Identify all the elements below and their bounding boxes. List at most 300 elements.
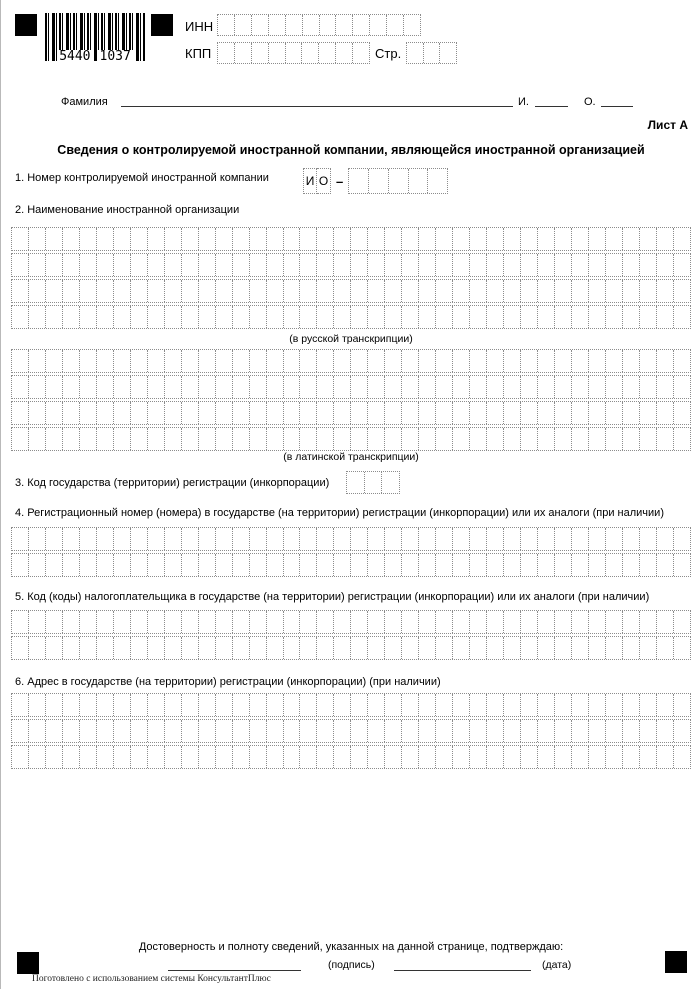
input-cell[interactable] [350,720,367,742]
input-cell[interactable] [249,694,266,716]
input-cell[interactable] [673,254,690,276]
input-cell[interactable] [147,694,164,716]
input-cell[interactable] [537,306,554,328]
input-cell[interactable] [96,428,113,450]
input-cell[interactable] [316,306,333,328]
input-cell[interactable] [656,376,673,398]
input-cell[interactable] [350,637,367,659]
input-cell[interactable] [486,376,503,398]
input-cell[interactable] [181,694,198,716]
input-cell[interactable] [486,528,503,550]
input-cell[interactable] [407,43,423,63]
input-cell[interactable] [266,254,283,276]
input-cell[interactable] [283,376,300,398]
input-cell[interactable] [96,228,113,250]
input-cell[interactable] [96,611,113,633]
grid-row[interactable] [11,427,691,451]
first-initial-line[interactable] [535,106,568,107]
input-cell[interactable] [554,306,571,328]
input-cell[interactable] [469,611,486,633]
input-cell[interactable] [333,306,350,328]
input-cell[interactable] [28,228,45,250]
input-cell[interactable] [299,306,316,328]
grid-row[interactable] [11,279,691,303]
input-cell[interactable] [198,554,215,576]
input-cell[interactable] [181,280,198,302]
input-cell[interactable] [45,694,62,716]
input-cell[interactable] [96,254,113,276]
input-cell[interactable] [12,350,28,372]
input-cell[interactable] [113,694,130,716]
input-cell[interactable] [418,228,435,250]
input-cell[interactable] [164,528,181,550]
input-cell[interactable] [215,402,232,424]
input-cell[interactable] [147,306,164,328]
input-cell[interactable] [96,694,113,716]
input-cell[interactable] [333,280,350,302]
input-cell[interactable] [232,228,249,250]
grid-row[interactable] [11,305,691,329]
input-cell[interactable] [28,376,45,398]
input-cell[interactable] [283,428,300,450]
input-cell[interactable] [367,746,384,768]
input-cell[interactable] [605,376,622,398]
input-cell[interactable] [12,254,28,276]
input-cell[interactable] [673,694,690,716]
date-line[interactable] [394,970,531,971]
input-cell[interactable] [367,376,384,398]
input-cell[interactable] [12,228,28,250]
input-cell[interactable] [347,472,364,493]
input-cell[interactable] [554,228,571,250]
input-cell[interactable] [435,554,452,576]
input-cell[interactable] [571,611,588,633]
input-cell[interactable] [639,402,656,424]
signature-line[interactable] [168,970,301,971]
input-cell[interactable] [537,611,554,633]
input-cell[interactable] [249,306,266,328]
input-cell[interactable] [418,280,435,302]
input-cell[interactable] [96,402,113,424]
input-cell[interactable] [418,254,435,276]
input-cell[interactable] [147,350,164,372]
input-cell[interactable] [299,528,316,550]
input-cell[interactable] [571,350,588,372]
input-cell[interactable] [12,306,28,328]
input-cell[interactable] [349,169,368,193]
registration-number-grid[interactable] [11,527,691,579]
input-cell[interactable] [12,528,28,550]
input-cell[interactable] [45,228,62,250]
input-cell[interactable] [520,554,537,576]
input-cell[interactable] [62,350,79,372]
input-cell[interactable] [147,611,164,633]
input-cell[interactable] [435,280,452,302]
input-cell[interactable] [656,280,673,302]
grid-row[interactable] [11,719,691,743]
input-cell[interactable] [486,228,503,250]
input-cell[interactable] [537,254,554,276]
input-cell[interactable] [418,350,435,372]
input-cell[interactable] [605,428,622,450]
input-cell[interactable] [266,528,283,550]
input-cell[interactable] [639,228,656,250]
input-cell[interactable] [384,528,401,550]
input-cell[interactable] [401,554,418,576]
input-cell[interactable] [673,720,690,742]
input-cell[interactable] [62,428,79,450]
input-cell[interactable] [503,376,520,398]
input-cell[interactable] [401,254,418,276]
input-cell[interactable] [218,15,234,35]
input-cell[interactable] [605,694,622,716]
input-cell[interactable] [113,428,130,450]
input-cell[interactable] [486,720,503,742]
input-cell[interactable] [96,376,113,398]
input-cell[interactable] [318,43,335,63]
input-cell[interactable] [164,254,181,276]
grid-row[interactable] [11,610,691,634]
input-cell[interactable] [673,528,690,550]
input-cell[interactable] [218,43,234,63]
input-cell[interactable] [435,694,452,716]
input-cell[interactable] [554,720,571,742]
input-cell[interactable] [147,746,164,768]
input-cell[interactable] [673,746,690,768]
input-cell[interactable] [520,528,537,550]
input-cell[interactable] [571,376,588,398]
input-cell[interactable] [215,611,232,633]
taxpayer-code-grid[interactable] [11,610,691,662]
input-cell[interactable] [520,376,537,398]
input-cell[interactable] [62,554,79,576]
input-cell[interactable] [333,228,350,250]
input-cell[interactable] [266,746,283,768]
input-cell[interactable] [452,306,469,328]
input-cell[interactable] [333,376,350,398]
input-cell[interactable] [62,306,79,328]
input-cell[interactable] [381,472,399,493]
input-cell[interactable] [452,254,469,276]
input-cell[interactable] [418,428,435,450]
input-cell[interactable] [232,376,249,398]
input-cell[interactable] [333,694,350,716]
input-cell[interactable] [283,254,300,276]
input-cell[interactable] [656,720,673,742]
input-cell[interactable] [12,694,28,716]
input-cell[interactable] [469,228,486,250]
input-cell[interactable] [367,350,384,372]
input-cell[interactable] [299,402,316,424]
input-cell[interactable] [316,254,333,276]
input-cell[interactable] [605,554,622,576]
input-cell[interactable] [113,376,130,398]
input-cell[interactable] [283,528,300,550]
input-cell[interactable] [673,376,690,398]
input-cell[interactable] [605,720,622,742]
input-cell[interactable] [352,43,369,63]
input-cell[interactable] [130,350,147,372]
input-cell[interactable] [486,554,503,576]
input-cell[interactable] [571,694,588,716]
input-cell[interactable] [28,528,45,550]
input-cell[interactable] [639,350,656,372]
input-cell[interactable] [113,611,130,633]
input-cell[interactable] [622,228,639,250]
input-cell[interactable] [333,528,350,550]
input-cell[interactable] [401,611,418,633]
input-cell[interactable] [113,528,130,550]
input-cell[interactable] [401,350,418,372]
input-cell[interactable] [605,280,622,302]
input-cell[interactable] [301,43,318,63]
input-cell[interactable] [130,428,147,450]
input-cell[interactable] [164,720,181,742]
input-cell[interactable] [622,611,639,633]
input-cell[interactable] [232,280,249,302]
input-cell[interactable] [350,254,367,276]
input-cell[interactable] [588,528,605,550]
input-cell[interactable] [469,554,486,576]
input-cell[interactable] [656,350,673,372]
input-cell[interactable] [79,694,96,716]
input-cell[interactable] [335,43,352,63]
input-cell[interactable] [350,428,367,450]
input-cell[interactable] [333,611,350,633]
input-cell[interactable] [96,350,113,372]
input-cell[interactable] [386,15,403,35]
input-cell[interactable] [503,280,520,302]
input-cell[interactable] [45,350,62,372]
input-cell[interactable] [232,528,249,550]
input-cell[interactable] [367,402,384,424]
input-cell[interactable] [333,254,350,276]
input-cell[interactable] [469,746,486,768]
input-cell[interactable] [622,554,639,576]
input-cell[interactable] [622,694,639,716]
input-cell[interactable] [299,228,316,250]
input-cell[interactable] [266,350,283,372]
input-cell[interactable] [622,637,639,659]
input-cell[interactable] [588,254,605,276]
input-cell[interactable] [588,694,605,716]
input-cell[interactable] [520,637,537,659]
input-cell[interactable] [384,428,401,450]
input-cell[interactable] [364,472,382,493]
input-cell[interactable] [12,637,28,659]
input-cell[interactable] [181,611,198,633]
org-name-russian-grid[interactable] [11,227,691,331]
input-cell[interactable] [164,554,181,576]
input-cell[interactable] [367,637,384,659]
input-cell[interactable] [384,254,401,276]
input-cell[interactable] [96,720,113,742]
input-cell[interactable] [316,528,333,550]
input-cell[interactable] [384,720,401,742]
input-cell[interactable] [266,637,283,659]
input-cell[interactable] [588,428,605,450]
input-cell[interactable] [232,746,249,768]
input-cell[interactable] [401,694,418,716]
input-cell[interactable] [198,280,215,302]
input-cell[interactable] [367,611,384,633]
input-cell[interactable] [181,402,198,424]
input-cell[interactable] [486,637,503,659]
input-cell[interactable] [486,402,503,424]
input-cell[interactable] [285,15,302,35]
input-cell[interactable] [62,280,79,302]
surname-line[interactable] [121,106,513,107]
input-cell[interactable] [605,228,622,250]
input-cell[interactable] [622,528,639,550]
input-cell[interactable] [283,306,300,328]
input-cell[interactable] [554,611,571,633]
input-cell[interactable] [249,402,266,424]
kpp-field[interactable] [217,42,370,64]
input-cell[interactable] [62,528,79,550]
input-cell[interactable] [79,554,96,576]
input-cell[interactable] [639,554,656,576]
input-cell[interactable] [469,637,486,659]
input-cell[interactable] [367,306,384,328]
input-cell[interactable] [79,280,96,302]
input-cell[interactable] [12,554,28,576]
input-cell[interactable] [486,306,503,328]
input-cell[interactable] [452,402,469,424]
input-cell[interactable] [251,43,268,63]
input-cell[interactable] [418,694,435,716]
input-cell[interactable] [588,350,605,372]
input-cell[interactable] [367,428,384,450]
input-cell[interactable] [299,428,316,450]
input-cell[interactable] [469,694,486,716]
input-cell[interactable] [503,637,520,659]
input-cell[interactable] [656,254,673,276]
input-cell[interactable] [249,228,266,250]
input-cell[interactable] [656,694,673,716]
input-cell[interactable] [333,428,350,450]
input-cell[interactable] [554,528,571,550]
input-cell[interactable] [537,694,554,716]
input-cell[interactable] [130,528,147,550]
input-cell[interactable] [96,306,113,328]
input-cell[interactable] [130,228,147,250]
input-cell[interactable] [452,528,469,550]
input-cell[interactable] [79,528,96,550]
input-cell[interactable] [452,280,469,302]
input-cell[interactable] [113,350,130,372]
input-cell[interactable] [45,428,62,450]
input-cell[interactable] [520,428,537,450]
input-cell[interactable] [384,554,401,576]
input-cell[interactable] [571,306,588,328]
input-cell[interactable] [435,376,452,398]
input-cell[interactable] [79,720,96,742]
input-cell[interactable] [215,720,232,742]
input-cell[interactable] [435,720,452,742]
input-cell[interactable] [605,350,622,372]
input-cell[interactable] [12,720,28,742]
country-code-field[interactable] [346,471,400,494]
input-cell[interactable] [503,694,520,716]
page-number-field[interactable] [406,42,457,64]
input-cell[interactable] [469,428,486,450]
input-cell[interactable] [367,720,384,742]
input-cell[interactable] [249,254,266,276]
input-cell[interactable] [486,350,503,372]
input-cell[interactable] [656,306,673,328]
input-cell[interactable] [537,350,554,372]
input-cell[interactable] [335,15,352,35]
input-cell[interactable] [350,694,367,716]
input-cell[interactable] [198,637,215,659]
input-cell[interactable] [164,350,181,372]
input-cell[interactable] [520,280,537,302]
input-cell[interactable] [452,428,469,450]
input-cell[interactable] [266,376,283,398]
input-cell[interactable] [249,554,266,576]
input-cell[interactable] [639,428,656,450]
input-cell[interactable] [605,528,622,550]
input-cell[interactable] [435,428,452,450]
input-cell[interactable] [384,611,401,633]
input-cell[interactable] [384,637,401,659]
input-cell[interactable] [249,637,266,659]
input-cell[interactable] [12,428,28,450]
input-cell[interactable] [673,637,690,659]
input-cell[interactable] [486,280,503,302]
input-cell[interactable] [266,402,283,424]
input-cell[interactable] [537,554,554,576]
input-cell[interactable] [198,376,215,398]
input-cell[interactable] [266,611,283,633]
input-cell[interactable] [96,528,113,550]
input-cell[interactable] [673,228,690,250]
input-cell[interactable] [469,350,486,372]
input-cell[interactable] [198,254,215,276]
input-cell[interactable] [232,254,249,276]
input-cell[interactable] [469,254,486,276]
input-cell[interactable] [639,611,656,633]
input-cell[interactable] [368,169,388,193]
input-cell[interactable] [554,746,571,768]
input-cell[interactable] [62,611,79,633]
input-cell[interactable] [384,402,401,424]
input-cell[interactable] [181,254,198,276]
input-cell[interactable] [268,43,285,63]
input-cell[interactable] [503,254,520,276]
input-cell[interactable] [520,720,537,742]
input-cell[interactable] [283,350,300,372]
input-cell[interactable] [79,402,96,424]
input-cell[interactable] [316,428,333,450]
input-cell[interactable] [28,611,45,633]
input-cell[interactable] [215,376,232,398]
input-cell[interactable] [283,402,300,424]
input-cell[interactable] [232,350,249,372]
input-cell[interactable] [12,746,28,768]
input-cell[interactable] [350,528,367,550]
input-cell[interactable] [520,254,537,276]
input-cell[interactable] [418,746,435,768]
input-cell[interactable] [215,528,232,550]
input-cell[interactable] [418,376,435,398]
input-cell[interactable] [28,402,45,424]
input-cell[interactable] [333,720,350,742]
input-cell[interactable] [45,746,62,768]
input-cell[interactable] [537,720,554,742]
input-cell[interactable] [164,637,181,659]
